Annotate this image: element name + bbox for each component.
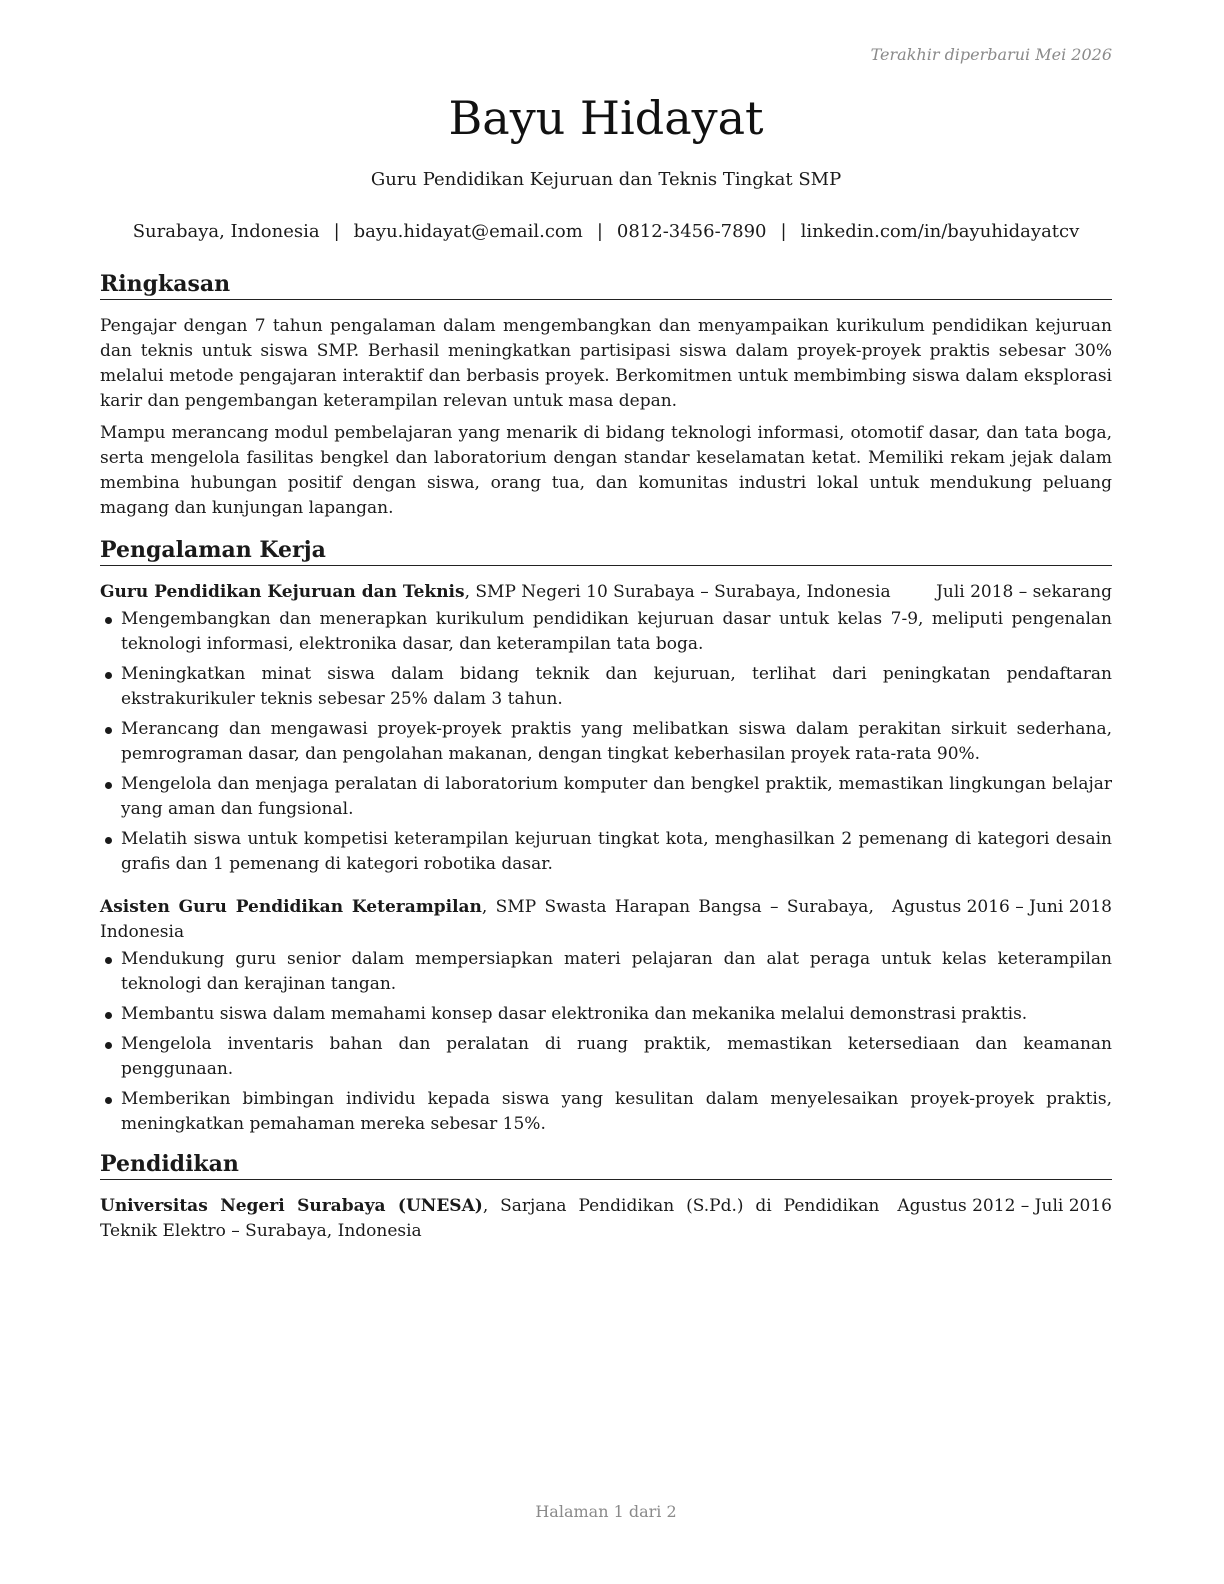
resume-content <box>100 270 1112 1244</box>
education-section <box>100 1150 1112 1244</box>
contact-line <box>100 220 1112 244</box>
last-updated-note: Terakhir diperbarui Mei 2026 <box>870 45 1112 64</box>
summary-section <box>100 270 1112 521</box>
contact-location: Surabaya, Indonesia <box>132 221 320 242</box>
job-organization: , SMP Negeri 10 Surabaya – Surabaya, Indonesia <box>464 582 891 602</box>
job-bullet: Mengembangkan dan menerapkan kurikulum pendidikan kejuruan dasar untuk kelas 7-9, meliputi pengenalan teknologi informasi, elektronika dasar, dan keterampilan tata boga. <box>100 607 1112 657</box>
job-bullet: Merancang dan mengawasi proyek-proyek praktis yang melibatkan siswa dalam perakitan sirkuit sederhana, pemrograman dasar, dan pengolahan makanan, dengan tingkat keberhasilan proyek rata-rata 90%. <box>100 717 1112 767</box>
page-number: Halaman 1 dari 2 <box>535 1502 677 1521</box>
contact-phone: 0812-3456-7890 <box>616 221 767 242</box>
contact-separator: | <box>596 221 603 242</box>
job-bullet: Memberikan bimbingan individu kepada siswa yang kesulitan dalam menyelesaikan proyek-proyek praktis, meningkatkan pemahaman mereka sebesar 15%. <box>100 1087 1112 1137</box>
summary-paragraph: Mampu merancang modul pembelajaran yang menarik di bidang teknologi informasi, otomotif dasar, dan tata boga, serta mengelola fasilitas bengkel dan laboratorium dengan standar keselamatan ketat. Memiliki rekam jejak dalam membina hubungan positif dengan siswa, orang tua, dan komunitas industri lokal untuk mendukung peluang magang dan kunjungan lapangan. <box>100 423 1112 518</box>
job-dates: Agustus 2016 – Juni 2018 <box>891 897 1112 917</box>
contact-separator: | <box>333 221 340 242</box>
job-entry <box>100 580 1112 877</box>
job-organization: , SMP Swasta Harapan Bangsa – Surabaya, Indonesia <box>100 897 874 942</box>
education-detail: , Sarjana Pendidikan (S.Pd.) di Pendidikan Teknik Elektro – Surabaya, Indonesia <box>100 1196 880 1241</box>
candidate-name: Bayu Hidayat <box>448 91 764 145</box>
job-title-line <box>100 580 918 605</box>
candidate-headline: Guru Pendidikan Kejuruan dan Teknis Tingkat SMP <box>370 169 842 190</box>
experience-heading: Pengalaman Kerja <box>100 536 1112 566</box>
job-title-line <box>100 895 874 945</box>
education-title-line <box>100 1194 879 1244</box>
experience-section <box>100 536 1112 1137</box>
education-school: Universitas Negeri Surabaya (UNESA) <box>100 1196 483 1216</box>
job-bullet: Mendukung guru senior dalam mempersiapkan materi pelajaran dan alat peraga untuk kelas keterampilan teknologi dan kerajinan tangan. <box>100 947 1112 997</box>
job-dates: Juli 2018 – sekarang <box>936 582 1112 602</box>
job-bullet-list <box>100 607 1112 877</box>
education-heading: Pendidikan <box>100 1150 1112 1180</box>
job-bullet-list <box>100 947 1112 1137</box>
job-bullet: Mengelola dan menjaga peralatan di laboratorium komputer dan bengkel praktik, memastikan lingkungan belajar yang aman dan fungsional. <box>100 772 1112 822</box>
contact-linkedin[interactable]: linkedin.com/in/bayuhidayatcv <box>800 221 1080 242</box>
job-entry <box>100 895 1112 1137</box>
job-bullet: Mengelola inventaris bahan dan peralatan di ruang praktik, memastikan ketersediaan dan keamanan penggunaan. <box>100 1032 1112 1082</box>
job-role: Guru Pendidikan Kejuruan dan Teknis <box>100 582 465 602</box>
job-bullet: Melatih siswa untuk kompetisi keterampilan kejuruan tingkat kota, menghasilkan 2 pemenang di kategori desain grafis dan 1 pemenang di kategori robotika dasar. <box>100 827 1112 877</box>
contact-email[interactable]: bayu.hidayat@email.com <box>353 221 583 242</box>
job-bullet: Meningkatkan minat siswa dalam bidang teknik dan kejuruan, terlihat dari peningkatan pendaftaran ekstrakurikuler teknis sebesar 25% dalam 3 tahun. <box>100 662 1112 712</box>
summary-paragraph: Pengajar dengan 7 tahun pengalaman dalam mengembangkan dan menyampaikan kurikulum pendidikan kejuruan dan teknis untuk siswa SMP. Berhasil meningkatkan partisipasi siswa dalam proyek-proyek praktis sebesar 30% melalui metode pengajaran interaktif dan berbasis proyek. Berkomitmen untuk membimbing siswa dalam eksplorasi karir dan pengembangan keterampilan relevan untuk masa depan. <box>100 316 1112 411</box>
education-entry <box>100 1194 1112 1244</box>
education-dates: Agustus 2012 – Juli 2016 <box>897 1196 1112 1216</box>
job-header <box>100 580 1112 605</box>
contact-separator: | <box>780 221 787 242</box>
resume-page <box>100 0 1112 1584</box>
summary-heading: Ringkasan <box>100 270 1112 300</box>
job-role: Asisten Guru Pendidikan Keterampilan <box>100 897 482 917</box>
job-header <box>100 895 1112 945</box>
job-bullet: Membantu siswa dalam memahami konsep dasar elektronika dan mekanika melalui demonstrasi praktis. <box>100 1002 1112 1027</box>
